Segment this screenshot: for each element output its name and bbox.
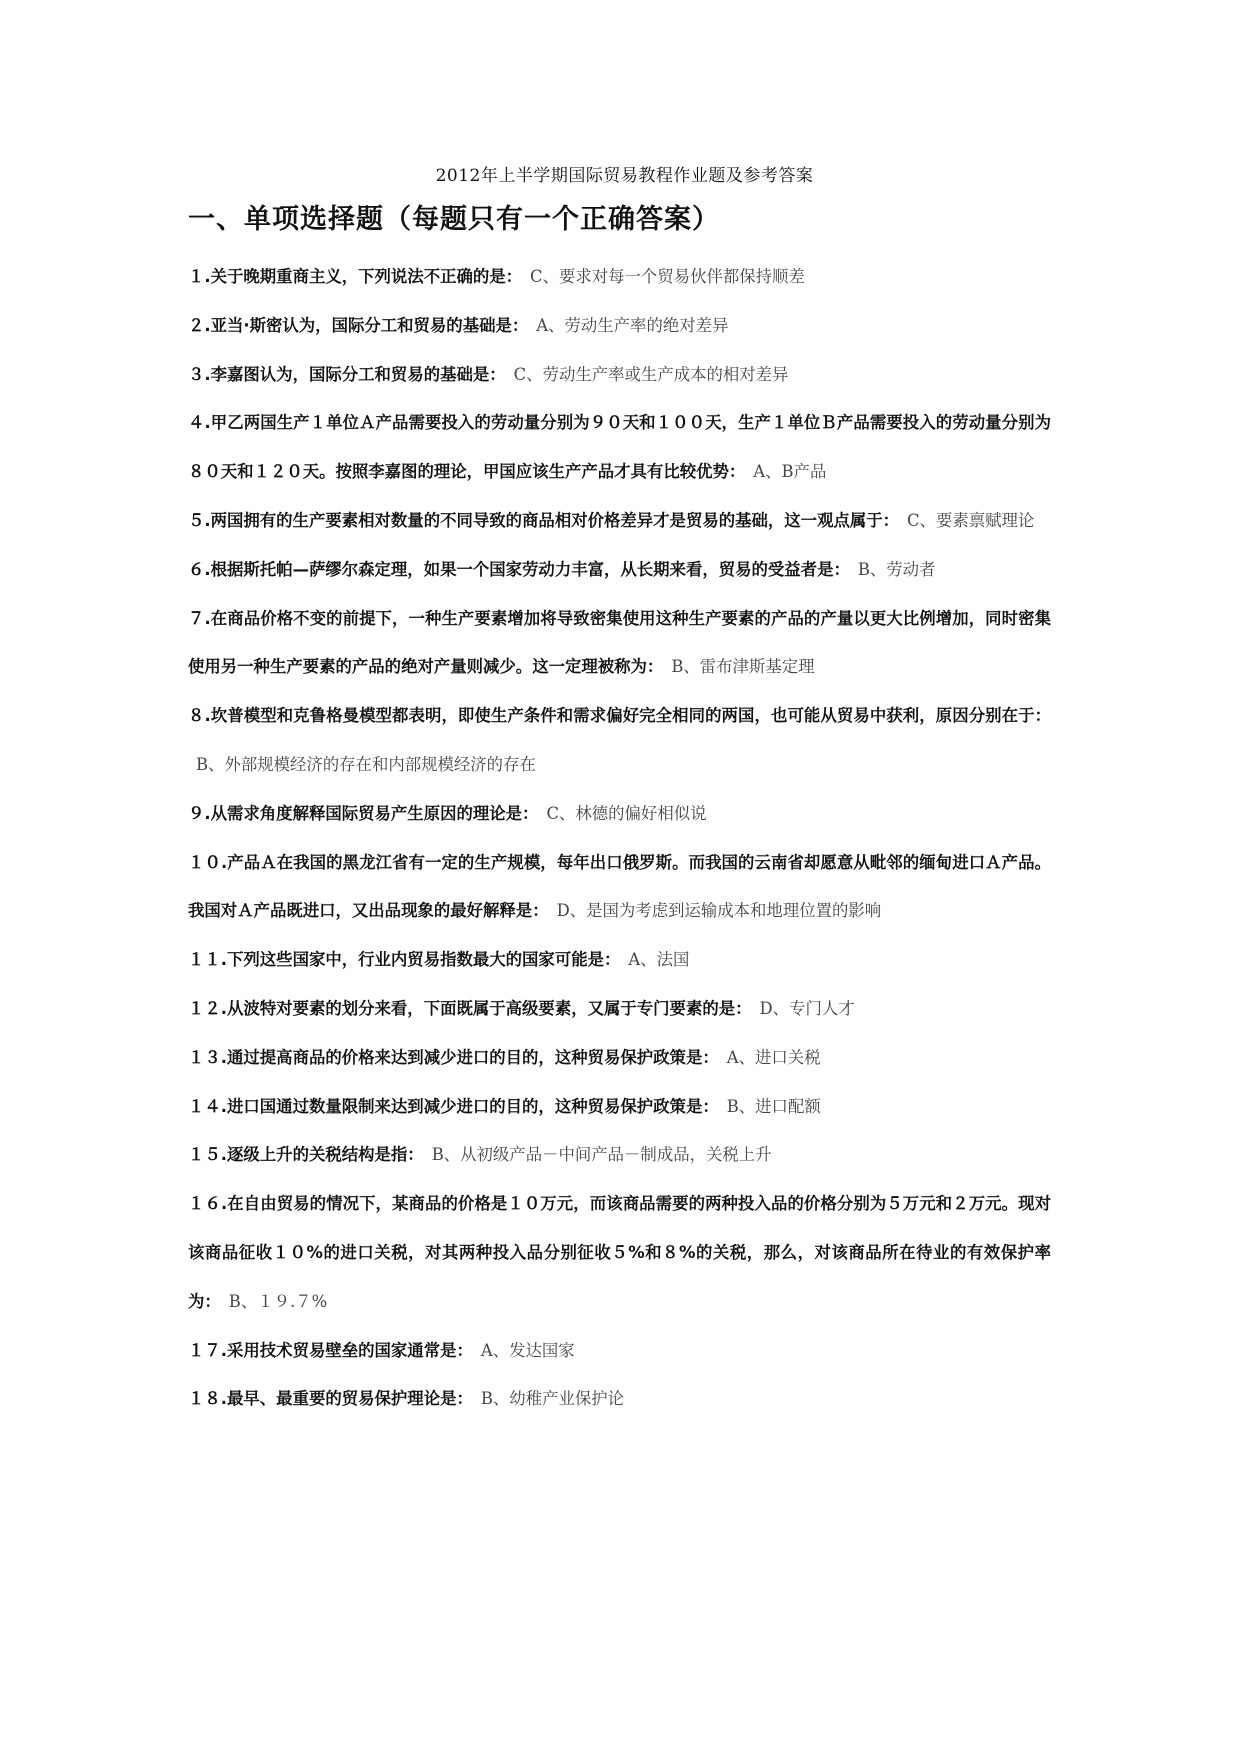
question-text: ９.从需求角度解释国际贸易产生原因的理论是： <box>188 803 539 823</box>
answer-text: B、劳动者 <box>857 559 936 579</box>
question-item <box>188 497 1051 546</box>
question-text: １４.进口国通过数量限制来达到减少进口的目的，这种贸易保护政策是： <box>188 1096 719 1116</box>
question-item <box>188 302 1051 351</box>
document-title: 2012年上半学期国际贸易教程作业题及参考答案 <box>435 166 814 186</box>
question-item <box>188 1375 1051 1424</box>
question-text: ４.甲乙两国生产１单位Ａ产品需要投入的劳动量分别为９０天和１００天，生产１单位Ｂ产品需要投入的劳动量分别为８０天和１２０天。按照李嘉图的理论，甲国应该生产产品才具有比较优势： <box>188 413 1051 482</box>
answer-text: C、要素禀赋理论 <box>907 510 1035 530</box>
answer-text: A、劳动生产率的绝对差异 <box>536 315 729 335</box>
question-item <box>188 692 1051 790</box>
answer-text: B、外部规模经济的存在和内部规模经济的存在 <box>196 754 536 774</box>
question-item <box>188 253 1051 302</box>
question-text: ７.在商品价格不变的前提下，一种生产要素增加将导致密集使用这种生产要素的产品的产量以更大比例增加，同时密集使用另一种生产要素的产品的绝对产量则减少。这一定理被称为： <box>188 608 1051 677</box>
answer-text: D、是国为考虑到运输成本和地理位置的影响 <box>556 901 882 921</box>
question-text: １３.通过提高商品的价格来达到减少进口的目的，这种贸易保护政策是： <box>188 1047 719 1067</box>
question-item <box>188 1083 1051 1132</box>
question-item <box>188 790 1051 839</box>
question-item <box>188 1034 1051 1083</box>
question-text: ５.两国拥有的生产要素相对数量的不同导致的商品相对价格差异才是贸易的基础，这一观点属于： <box>188 510 900 530</box>
question-item <box>188 546 1051 595</box>
question-item <box>188 351 1051 400</box>
answer-text: C、劳动生产率或生产成本的相对差异 <box>513 364 789 384</box>
section-heading: 一、单项选择题（每题只有一个正确答案） <box>188 204 720 235</box>
answer-text: A、发达国家 <box>480 1340 575 1360</box>
answer-text: B、幼稚产业保护论 <box>480 1389 625 1409</box>
answer-text: C、林德的偏好相似说 <box>546 803 707 823</box>
question-text: １２.从波特对要素的划分来看，下面既属于高级要素，又属于专门要素的是： <box>188 998 752 1018</box>
question-item <box>188 595 1051 693</box>
question-text: １８.最早、最重要的贸易保护理论是： <box>188 1389 473 1409</box>
question-item <box>188 936 1051 985</box>
answer-text: B、雷布津斯基定理 <box>671 657 815 677</box>
answer-text: B、１９.７% <box>228 1291 328 1311</box>
answer-text: A、法国 <box>628 950 690 970</box>
question-text: １６.在自由贸易的情况下，某商品的价格是１０万元，而该商品需要的两种投入品的价格分别为５万元和２万元。现对该商品征收１０%的进口关税，对其两种投入品分别征收５%和８%的关税，那么，对该商品所在待业的有效保护率为： <box>188 1194 1051 1311</box>
question-text: １５.逐级上升的关税结构是指： <box>188 1145 424 1165</box>
answer-text: A、进口关税 <box>726 1047 821 1067</box>
answer-text: D、专门人才 <box>759 998 855 1018</box>
question-text: １.关于晚期重商主义，下列说法不正确的是： <box>188 267 523 286</box>
answer-text: B、从初级产品－中间产品－制成品，关税上升 <box>431 1145 772 1165</box>
question-item <box>188 1131 1051 1180</box>
question-item <box>188 985 1051 1034</box>
question-text: １０.产品Ａ在我国的黑龙江省有一定的生产规模，每年出口俄罗斯。而我国的云南省却愿意从毗邻的缅甸进口Ａ产品。我国对Ａ产品既进口，又出品现象的最好解释是： <box>188 852 1051 921</box>
question-item <box>188 839 1051 937</box>
answer-text: A、B产品 <box>753 462 827 482</box>
question-item <box>188 1327 1051 1376</box>
question-item <box>188 399 1051 497</box>
question-text: １１.下列这些国家中，行业内贸易指数最大的国家可能是： <box>188 950 621 970</box>
question-text: ６.根据斯托帕—萨缪尔森定理，如果一个国家劳动力丰富，从长期来看，贸易的受益者是： <box>188 559 850 579</box>
answer-text: C、要求对每一个贸易伙伴都保持顺差 <box>530 267 805 286</box>
question-text: １７.采用技术贸易壁垒的国家通常是： <box>188 1340 473 1360</box>
question-text: ２.亚当·斯密认为，国际分工和贸易的基础是： <box>188 315 529 335</box>
answer-text: B、进口配额 <box>726 1096 821 1116</box>
question-text: ８.坎普模型和克鲁格曼模型都表明，即使生产条件和需求偏好完全相同的两国，也可能从贸易中获利，原因分别在于： <box>188 706 1051 726</box>
question-list <box>188 253 1051 1424</box>
question-text: ３.李嘉图认为，国际分工和贸易的基础是： <box>188 364 506 384</box>
question-item <box>188 1180 1051 1326</box>
